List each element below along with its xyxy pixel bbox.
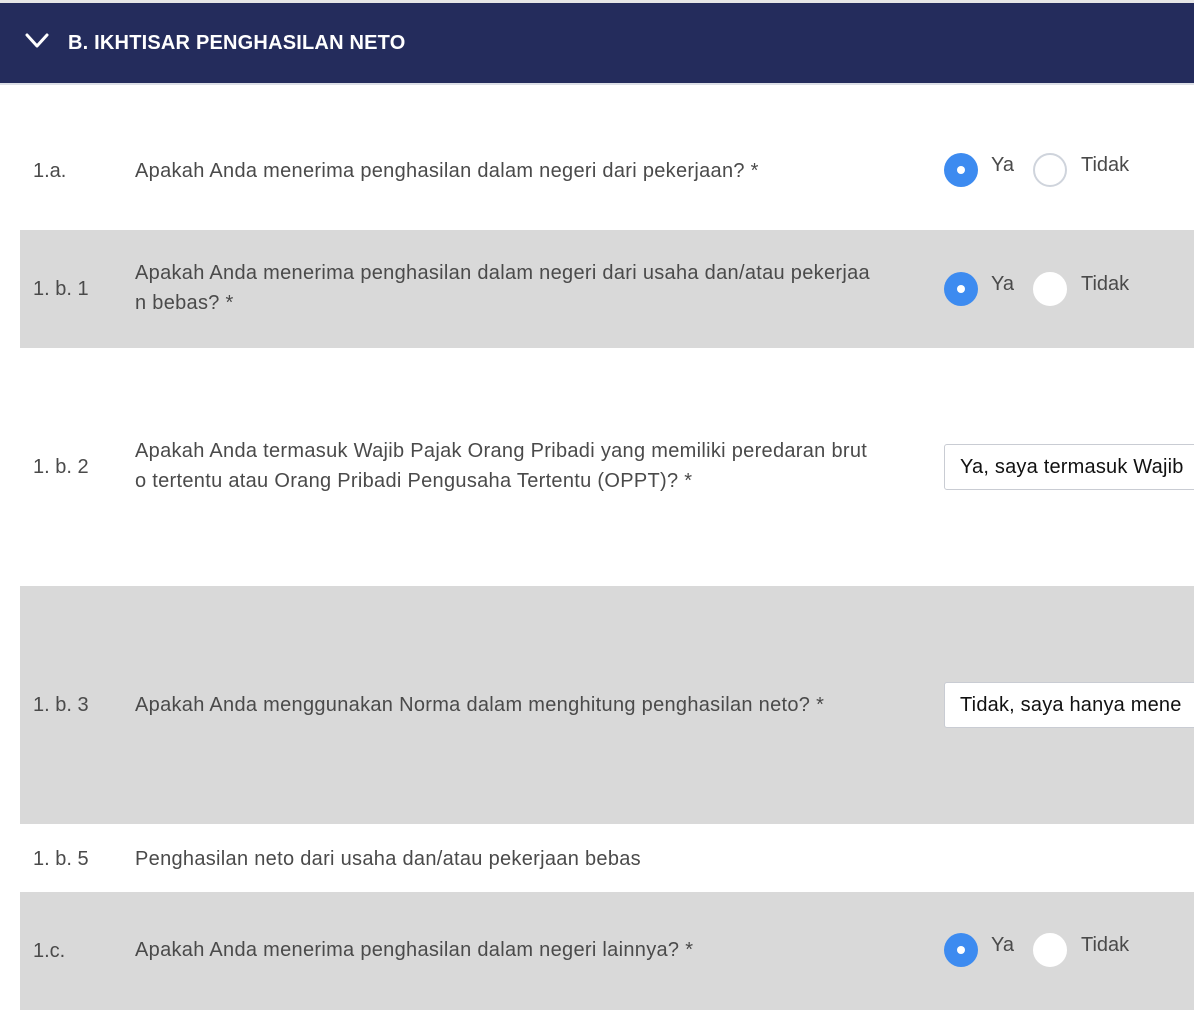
section-header-ikhtisar[interactable] [0,3,1194,83]
chevron-down-icon[interactable] [24,31,50,51]
question-text-line2: n bebas? * [135,292,234,314]
question-row-1a [20,110,1194,230]
radio-label-ya[interactable]: Ya [991,154,1014,176]
radio-tidak-1c[interactable] [1033,933,1067,967]
question-number: 1. b. 1 [33,278,89,300]
question-text [135,258,915,318]
question-text: Apakah Anda menerima penghasilan dalam negeri dari pekerjaan? * [135,160,759,182]
question-row-1c [20,892,1194,1010]
radio-ya-1b1[interactable] [944,272,978,306]
oppt-select[interactable] [944,444,1194,490]
question-number: 1. b. 2 [33,456,89,478]
section-title: B. IKHTISAR PENGHASILAN NETO [68,32,406,54]
radio-label-tidak[interactable]: Tidak [1081,273,1130,295]
question-number: 1. b. 5 [33,848,89,870]
norma-select-value: Tidak, saya hanya mene [960,694,1182,716]
question-text-line2: o tertentu atau Orang Pribadi Pengusaha Tertentu (OPPT)? * [135,470,693,492]
radio-label-tidak[interactable]: Tidak [1081,934,1130,956]
question-text-line1: Apakah Anda termasuk Wajib Pajak Orang Pribadi yang memiliki peredaran brut [135,440,868,462]
radio-ya-1c[interactable] [944,933,978,967]
question-number: 1. b. 3 [33,694,89,716]
question-row-1b2 [20,348,1194,586]
radio-label-tidak[interactable]: Tidak [1081,154,1130,176]
oppt-select-value: Ya, saya termasuk Wajib [960,456,1184,478]
question-text: Apakah Anda menerima penghasilan dalam negeri lainnya? * [135,939,694,961]
radio-ya-1a[interactable] [944,153,978,187]
question-text: Penghasilan neto dari usaha dan/atau pekerjaan bebas [135,848,641,870]
question-text [135,436,915,496]
question-row-1b1 [20,230,1194,348]
question-text-line1: Apakah Anda menerima penghasilan dalam negeri dari usaha dan/atau pekerjaa [135,262,870,284]
question-row-1b5 [20,824,1194,892]
radio-tidak-1a[interactable] [1033,153,1067,187]
norma-select[interactable] [944,682,1194,728]
header-divider [0,83,1194,85]
question-row-1b3 [20,586,1194,824]
question-number: 1.a. [33,160,67,182]
question-text: Apakah Anda menggunakan Norma dalam menghitung penghasilan neto? * [135,694,825,716]
question-number: 1.c. [33,940,66,962]
radio-tidak-1b1[interactable] [1033,272,1067,306]
radio-label-ya[interactable]: Ya [991,273,1014,295]
radio-label-ya[interactable]: Ya [991,934,1014,956]
